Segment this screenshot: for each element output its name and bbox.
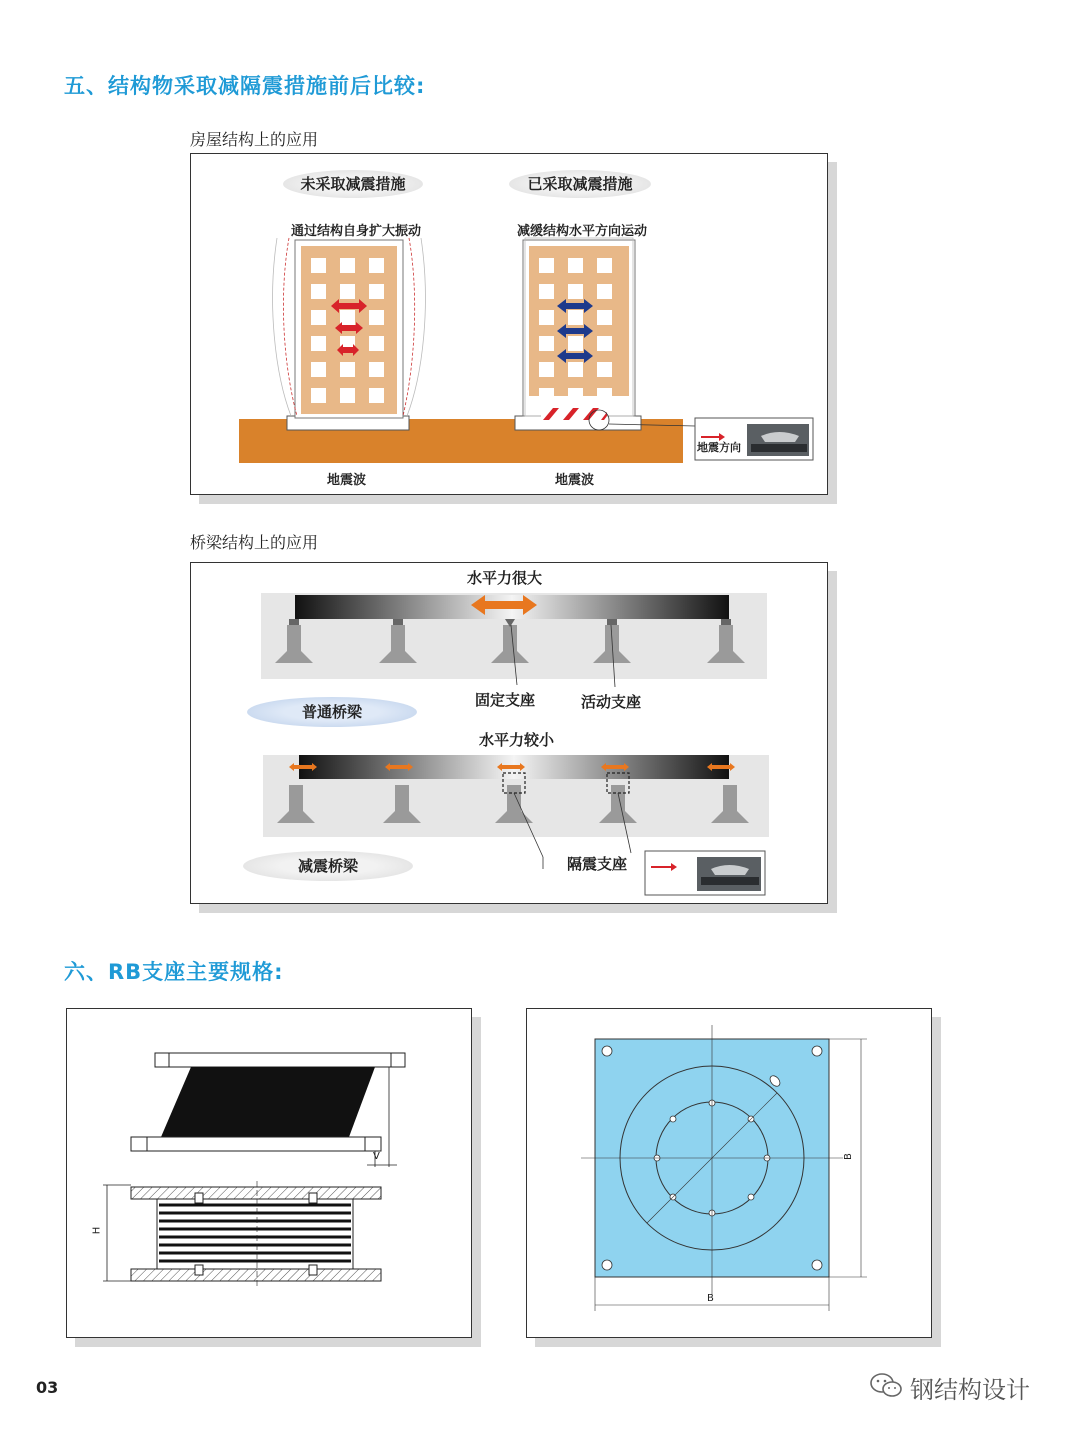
amplified-vibration-caption: 通过结构自身扩大振动 xyxy=(291,224,422,239)
section-5-title: 五、结构物采取减隔震措施前后比较: xyxy=(64,74,426,98)
bridge-application-label: 桥梁结构上的应用 xyxy=(190,533,319,552)
rb-bearing-side-panel xyxy=(66,1008,472,1338)
with-isolation-pill: 已采取减震措施 xyxy=(509,170,651,198)
dimension-h-label: H xyxy=(91,1226,103,1235)
dimension-v-label: V xyxy=(373,1151,380,1162)
isolation-bearing-label: 隔震支座 xyxy=(567,855,628,873)
bridge-diagram xyxy=(191,563,827,903)
movable-bearing-label: 活动支座 xyxy=(581,693,642,711)
wechat-icon xyxy=(868,1370,904,1400)
rb-bearing-plan-drawing xyxy=(527,1009,931,1337)
reduced-motion-caption: 减缓结构水平方向运动 xyxy=(517,224,648,239)
dimension-b-bottom-label: B xyxy=(707,1293,714,1304)
deformed-rubber-body xyxy=(161,1067,375,1137)
house-application-label: 房屋结构上的应用 xyxy=(190,130,319,149)
right-seismic-wave-label: 地震波 xyxy=(555,473,595,488)
blue-motion-arrows xyxy=(557,299,593,363)
normal-bridge-pill: 普通桥梁 xyxy=(247,697,417,727)
rb-bearing-side-drawing xyxy=(67,1009,471,1337)
section-6-title: 六、RB支座主要规格: xyxy=(64,960,284,984)
fixed-bearing-label: 固定支座 xyxy=(475,691,536,709)
house-panel xyxy=(190,153,828,495)
bottom-force-label: 水平力较小 xyxy=(479,731,555,749)
isolated-bridge-pill: 减震桥梁 xyxy=(243,851,413,881)
bridge-panel xyxy=(190,562,828,904)
dimension-b-right-label: B xyxy=(842,1153,854,1160)
top-force-label: 水平力很大 xyxy=(467,569,543,587)
no-isolation-pill: 未采取减震措施 xyxy=(283,170,423,198)
left-seismic-wave-label: 地震波 xyxy=(327,473,367,488)
bridge-inset-photo xyxy=(645,851,765,895)
page-number: 03 xyxy=(36,1378,59,1397)
rb-bearing-plan-panel xyxy=(526,1008,932,1338)
house-inset-direction-label: 地震方向 xyxy=(697,441,741,454)
watermark-text: 钢结构设计 xyxy=(910,1376,1030,1404)
